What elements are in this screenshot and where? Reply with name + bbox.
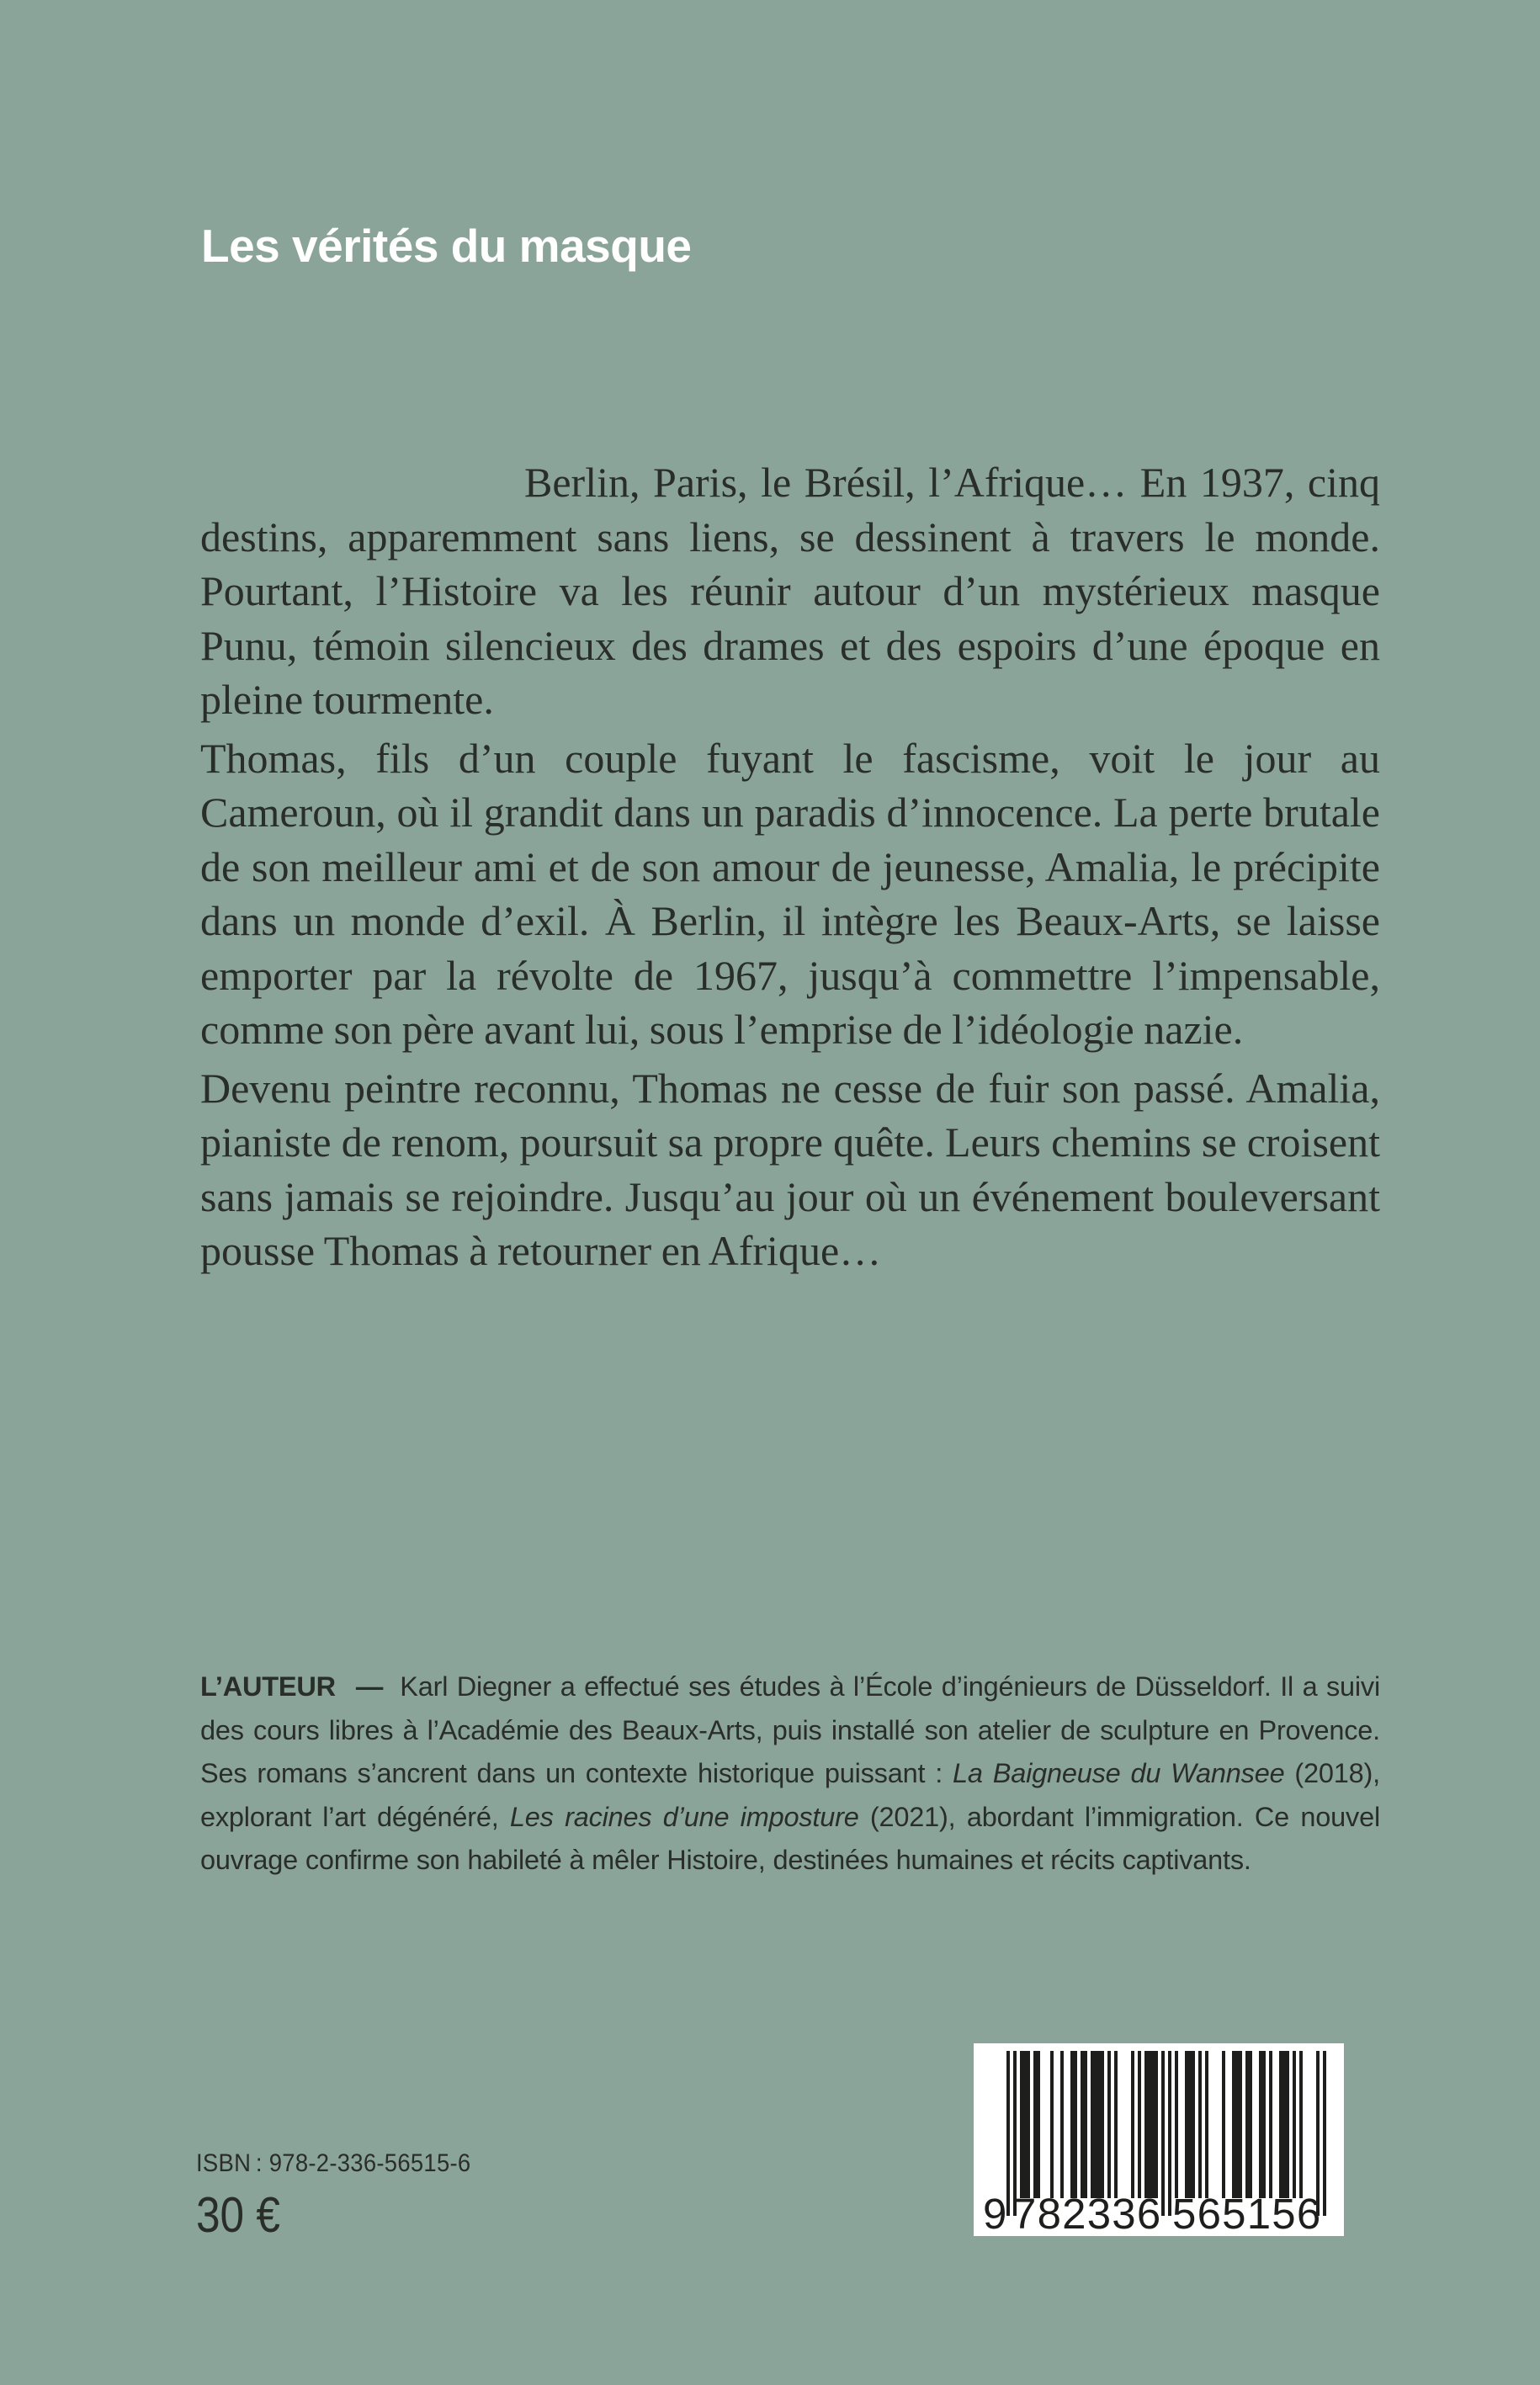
isbn-line bbox=[196, 2151, 470, 2176]
author-section bbox=[200, 1665, 1380, 1883]
book-title: Les vérités du masque bbox=[201, 220, 692, 272]
synopsis-paragraph-3: Devenu peintre reconnu, Thomas ne cesse de fuir son passé. Amalia, pianiste de renom, poursuit sa propre quête. Leurs chemins se croisent sans jamais se rejoindre. Jusqu’au jour où un événement bouleversant pousse Thomas à retourner en Afrique… bbox=[200, 1064, 1380, 1274]
synopsis bbox=[200, 455, 1380, 1283]
isbn-label: ISBN : bbox=[196, 2149, 263, 2177]
synopsis-paragraph-1: Berlin, Paris, le Brésil, l’Afrique… En 1937, cinq destins, apparemment sans liens, se dessinent à travers le monde. Pourtant, l’Histoire va les réunir autour d’un mystérieux masque Punu, témoin silencieux des drames et des espoirs d’une époque en pleine tourmente. bbox=[200, 459, 1380, 723]
barcode-digit-leading: 9 bbox=[983, 2190, 1008, 2238]
author-dash: — bbox=[355, 1671, 384, 1702]
barcode-digits-left: 782336 bbox=[1012, 2190, 1162, 2238]
author-label: L’AUTEUR bbox=[200, 1671, 336, 1702]
author-bio bbox=[200, 1665, 1380, 1883]
isbn-value: 978-2-336-56515-6 bbox=[268, 2149, 471, 2177]
synopsis-paragraph-2: Thomas, fils d’un couple fuyant le fascisme, voit le jour au Cameroun, où il grandit dans un paradis d’innocence. La perte brutale de son meilleur ami et de son amour de jeunesse, Amalia, le précipite dans un monde d’exil. À Berlin, il intègre les Beaux-Arts, se laisse emporter par la révolte de 1967, jusqu’à commettre l’impensable, comme son père avant lui, sous l’emprise de l’idéologie nazie. bbox=[200, 734, 1380, 1053]
price: 30 € bbox=[196, 2187, 280, 2243]
author-bio-text: Karl Diegner a effectué ses études à l’École d’ingénieurs de Düsseldorf. Il a suivi des cours libres à l’Académie des Beaux-Arts, puis installé son atelier de sculpture en Provence. Ses romans s’ancrent dans un contexte historique puissant : La Baigneuse du Wannsee (2018), explorant l’art dégénéré, Les racines d’une imposture (2021), abordant l’immigration. Ce nouvel ouvrage confirme son habileté à mêler Histoire, destinées humaines et récits captivants. bbox=[200, 1671, 1381, 1875]
barcode-digits-right: 565156 bbox=[1172, 2190, 1322, 2238]
barcode bbox=[974, 2043, 1344, 2236]
